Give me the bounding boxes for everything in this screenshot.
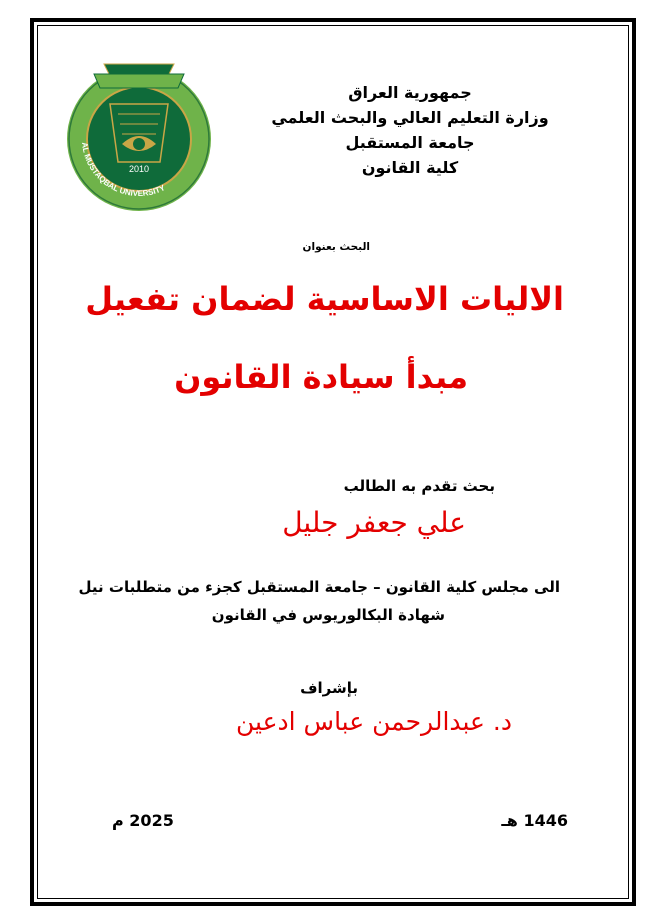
- supervision-label: بإشراف: [300, 679, 358, 697]
- research-intro: البحث بعنوان: [302, 241, 370, 253]
- hijri-year: 1446 هـ: [501, 811, 568, 830]
- logo-year: 2010: [128, 164, 150, 174]
- institution-header: [260, 80, 560, 180]
- header-republic: جمهورية العراق: [348, 83, 472, 102]
- submission-line1: الى مجلس كلية القانون – جامعة المستقبل كجزء من متطلبات نيل: [78, 578, 560, 596]
- submission-line2: شهادة البكالوريوس في القانون: [211, 606, 445, 624]
- university-logo: [64, 44, 214, 214]
- header-university: جامعة المستقبل: [345, 133, 475, 152]
- logo-arc-text: AL MUSTAQBAL UNIVERSITY: [80, 141, 167, 199]
- student-label: بحث تقدم به الطالب: [343, 477, 495, 495]
- research-title-line2: مبدأ سيادة القانون: [174, 358, 468, 396]
- header-college: كلية القانون: [361, 158, 459, 177]
- research-title-line1: الاليات الاساسية لضمان تفعيل: [85, 280, 564, 318]
- header-ministry: وزارة التعليم العالي والبحث العلمي: [271, 108, 549, 127]
- student-name: علي جعفر جليل: [282, 506, 466, 539]
- supervisor-name: د. عبدالرحمن عباس ادعين: [236, 707, 512, 736]
- gregorian-year: 2025 م: [112, 811, 174, 830]
